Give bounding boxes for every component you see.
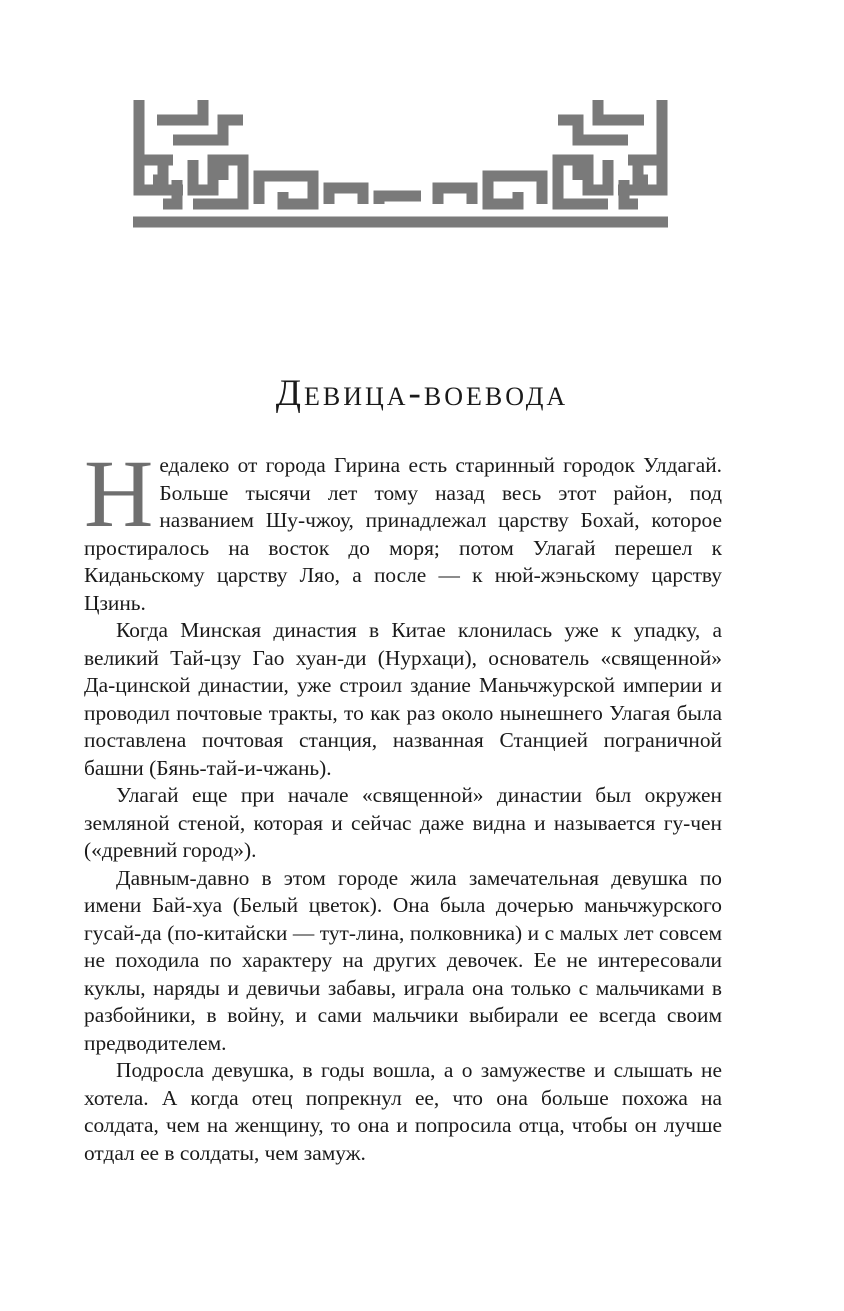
greek-key-ornament-icon	[133, 100, 668, 228]
story-title: Девица-воевода	[275, 373, 569, 414]
drop-cap: Н	[84, 440, 154, 547]
paragraph-5: Подросла девушка, в годы вошла, а о замужестве и слышать не хотела. А когда отец попрекнул ее, что она больше похожа на солдата, чем на женщину, то она и попросила отца, чтобы он лучше отдал ее в солдаты, чем замуж.	[84, 1058, 722, 1165]
story-body	[84, 440, 722, 1167]
paragraph-1	[84, 440, 722, 617]
paragraph-4: Давным-давно в этом городе жила замечательная девушка по имени Бай-хуа (Белый цветок). Она была дочерью маньчжурского гусай-да (по-китайски — тут-лина, полковника) и с малых лет совсем не походила по характеру на других девочек. Ее не интересовали куклы, наряды и девичьи забавы, играла она только с мальчиками в разбойники, в войну, и сами мальчики выбирали ее всегда своим предводителем.	[84, 865, 722, 1055]
paragraph-1-text: едалеко от города Гирина есть старинный городок Улдагай. Больше тысячи лет тому назад весь этот район, под названием Шу-чжоу, принадлежал царству Бохай, которое простиралось на восток до моря; потом Улагай перешел к Киданьскому царству Ляо, а после — к нюй-жэньскому царству Цзинь.	[84, 453, 722, 615]
paragraph-2: Когда Минская династия в Китае клонилась уже к упадку, а великий Тай-цзу Гао хуан-ди (Нурхаци), основатель «священной» Да-цинской династии, уже строил здание Маньчжурской империи и проводил почтовые тракты, то как раз около нынешнего Улагая была поставлена почтовая станция, названная Станцией пограничной башни (Бянь-тай-и-чжань).	[84, 618, 722, 780]
paragraph-3: Улагай еще при начале «священной» династии был окружен земляной стеной, которая и сейчас даже видна и называется гу-чен («древний город»).	[84, 783, 722, 862]
